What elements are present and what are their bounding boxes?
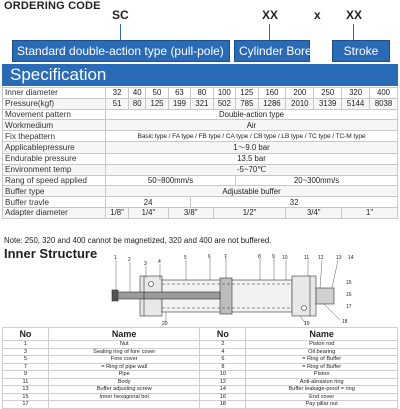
part-name: Inner hexagonal bol xyxy=(48,393,200,401)
spec-value: 3/4" xyxy=(286,207,342,218)
row-label: Buffer travle xyxy=(3,197,106,208)
specification-table xyxy=(2,87,398,219)
part-no: 17 xyxy=(3,401,49,409)
row-label: Applicablepressure xyxy=(3,141,106,153)
callout-label: 6 xyxy=(208,254,211,260)
pressure-cell: 1286 xyxy=(258,98,286,109)
bore-cell: 100 xyxy=(213,88,235,99)
part-name: Piston rod xyxy=(246,341,398,349)
part-name: Body xyxy=(48,378,200,386)
part-no: 18 xyxy=(200,401,246,409)
row-label: Inner diameter xyxy=(3,88,106,99)
inner-structure-title: Inner Structure xyxy=(4,246,98,261)
row-label: Endurable pressure xyxy=(3,153,106,164)
pressure-cell: 5144 xyxy=(342,98,370,109)
part-name: Pay pillar nut xyxy=(246,401,398,409)
callout-label: 16 xyxy=(346,292,352,298)
bore-cell: 40 xyxy=(129,88,146,99)
code-stroke: XX xyxy=(346,8,363,22)
parts-header-no: No xyxy=(3,328,49,341)
callout-label: 20 xyxy=(162,321,168,326)
part-no: 14 xyxy=(200,386,246,394)
part-no: 1 xyxy=(3,341,49,349)
callout-label: 1 xyxy=(114,255,117,261)
row-label: Environment temp xyxy=(3,164,106,175)
pressure-cell: 51 xyxy=(106,98,129,109)
spec-value: 3/8" xyxy=(168,207,213,218)
part-no: 4 xyxy=(200,348,246,356)
part-no: 3 xyxy=(3,348,49,356)
callout-label: 14 xyxy=(348,255,354,261)
bore-cell: 160 xyxy=(258,88,286,99)
parts-header-name: Name xyxy=(48,328,200,341)
pressure-cell: 80 xyxy=(129,98,146,109)
part-name: Piston xyxy=(246,371,398,379)
part-name xyxy=(48,401,200,409)
callout-label: 7 xyxy=(224,254,227,260)
spec-value: 1" xyxy=(342,207,398,218)
pressure-cell: 321 xyxy=(191,98,213,109)
parts-header-no: No xyxy=(200,328,246,341)
callout-label: 10 xyxy=(282,255,288,261)
part-name: End cover xyxy=(246,393,398,401)
label-cylinder-bore: Cylinder Bore xyxy=(234,40,310,62)
spec-value: Basic type / FA type / FB type / CA type / CB type / LB type / TC type / TC-M type xyxy=(106,131,398,142)
bore-cell: 250 xyxy=(314,88,342,99)
callout-label: 15 xyxy=(346,280,352,286)
row-label: Buffer type xyxy=(3,186,106,197)
callout-label: 12 xyxy=(318,255,324,261)
part-name: = Ring of Buffer xyxy=(246,363,398,371)
callout-label: 8 xyxy=(258,254,261,260)
bore-cell: 125 xyxy=(236,88,258,99)
row-label: Adapter diameter xyxy=(3,207,106,218)
part-name: = Ring of pipe wall xyxy=(48,363,200,371)
pressure-cell: 785 xyxy=(236,98,258,109)
part-name: Buffer adjusting screw xyxy=(48,386,200,394)
pressure-cell: 2010 xyxy=(286,98,314,109)
part-name: Sealing ring of fore cover xyxy=(48,348,200,356)
pressure-cell: 8038 xyxy=(370,98,398,109)
callout-label: 17 xyxy=(346,304,352,310)
callout-label: 9 xyxy=(272,254,275,260)
bore-cell: 32 xyxy=(106,88,129,99)
callout-label: 5 xyxy=(184,255,187,261)
spec-value: 24 xyxy=(106,197,191,208)
spec-value: 1/8" xyxy=(106,207,129,218)
row-label: Rang of speed applied xyxy=(3,175,106,186)
bore-cell: 200 xyxy=(286,88,314,99)
spec-value: -5~70℃ xyxy=(106,164,398,175)
spec-value: 20~300mm/s xyxy=(236,175,398,186)
spec-note: Note: 250, 320 and 400 cannot be magnetized, 320 and 400 are not buffered. xyxy=(4,236,272,245)
part-name: Oil bearing xyxy=(246,348,398,356)
spec-value: Double-action type xyxy=(106,109,398,120)
bore-cell: 50 xyxy=(146,88,168,99)
callout-label: 18 xyxy=(342,319,348,325)
spec-value: 1～9.0 bar xyxy=(106,141,398,153)
specification-header: Specification xyxy=(2,64,398,86)
bore-cell: 400 xyxy=(370,88,398,99)
row-label: Workmedium xyxy=(3,120,106,131)
part-no: 11 xyxy=(3,378,49,386)
spec-value: 1/4" xyxy=(129,207,169,218)
ordering-code-title: ORDERING CODE xyxy=(4,0,101,12)
label-stroke: Stroke xyxy=(332,40,390,62)
part-no: 16 xyxy=(200,393,246,401)
cylinder-cross-section-drawing xyxy=(110,254,360,326)
part-no: 8 xyxy=(200,363,246,371)
part-no: 15 xyxy=(3,393,49,401)
pressure-cell: 502 xyxy=(213,98,235,109)
part-no: 2 xyxy=(200,341,246,349)
parts-table xyxy=(2,327,398,409)
part-no: 12 xyxy=(200,378,246,386)
bore-cell: 320 xyxy=(342,88,370,99)
pressure-cell: 199 xyxy=(168,98,190,109)
pressure-cell: 125 xyxy=(146,98,168,109)
callout-label: 19 xyxy=(304,321,310,326)
callout-label: 13 xyxy=(336,255,342,261)
part-no: 9 xyxy=(3,371,49,379)
callout-label: 4 xyxy=(158,259,161,265)
code-bore: XX xyxy=(262,8,279,22)
part-name: = Ring of Buffer xyxy=(246,356,398,364)
code-separator: x xyxy=(314,8,321,22)
part-no: 5 xyxy=(3,356,49,364)
part-no: 13 xyxy=(3,386,49,394)
part-name: Nut xyxy=(48,341,200,349)
row-label: Fix thepattern xyxy=(3,131,106,142)
parts-header-name: Name xyxy=(246,328,398,341)
row-label: Movement pattern xyxy=(3,109,106,120)
spec-value: 1/2" xyxy=(213,207,286,218)
spec-value: Air xyxy=(106,120,398,131)
part-name: Pipe xyxy=(48,371,200,379)
bore-cell: 80 xyxy=(191,88,213,99)
row-label: Pressure(kgf) xyxy=(3,98,106,109)
bore-cell: 63 xyxy=(168,88,190,99)
part-no: 6 xyxy=(200,356,246,364)
label-standard-type: Standard double-action type (pull-pole) xyxy=(12,40,230,62)
spec-value: 32 xyxy=(191,197,398,208)
part-name: Buffer leakage-proof = ring xyxy=(246,386,398,394)
callout-label: 11 xyxy=(304,255,310,261)
callout-label: 3 xyxy=(144,261,147,267)
part-no: 7 xyxy=(3,363,49,371)
part-name: Fore cover xyxy=(48,356,200,364)
pressure-cell: 3139 xyxy=(314,98,342,109)
part-name: Anti-abrasion ring xyxy=(246,378,398,386)
spec-value: 13.5 bar xyxy=(106,153,398,164)
spec-value: 50~800mm/s xyxy=(106,175,236,186)
spec-value: Adjustable buffer xyxy=(106,186,398,197)
code-series: SC xyxy=(112,8,129,22)
part-no: 10 xyxy=(200,371,246,379)
callout-label: 2 xyxy=(128,257,131,263)
